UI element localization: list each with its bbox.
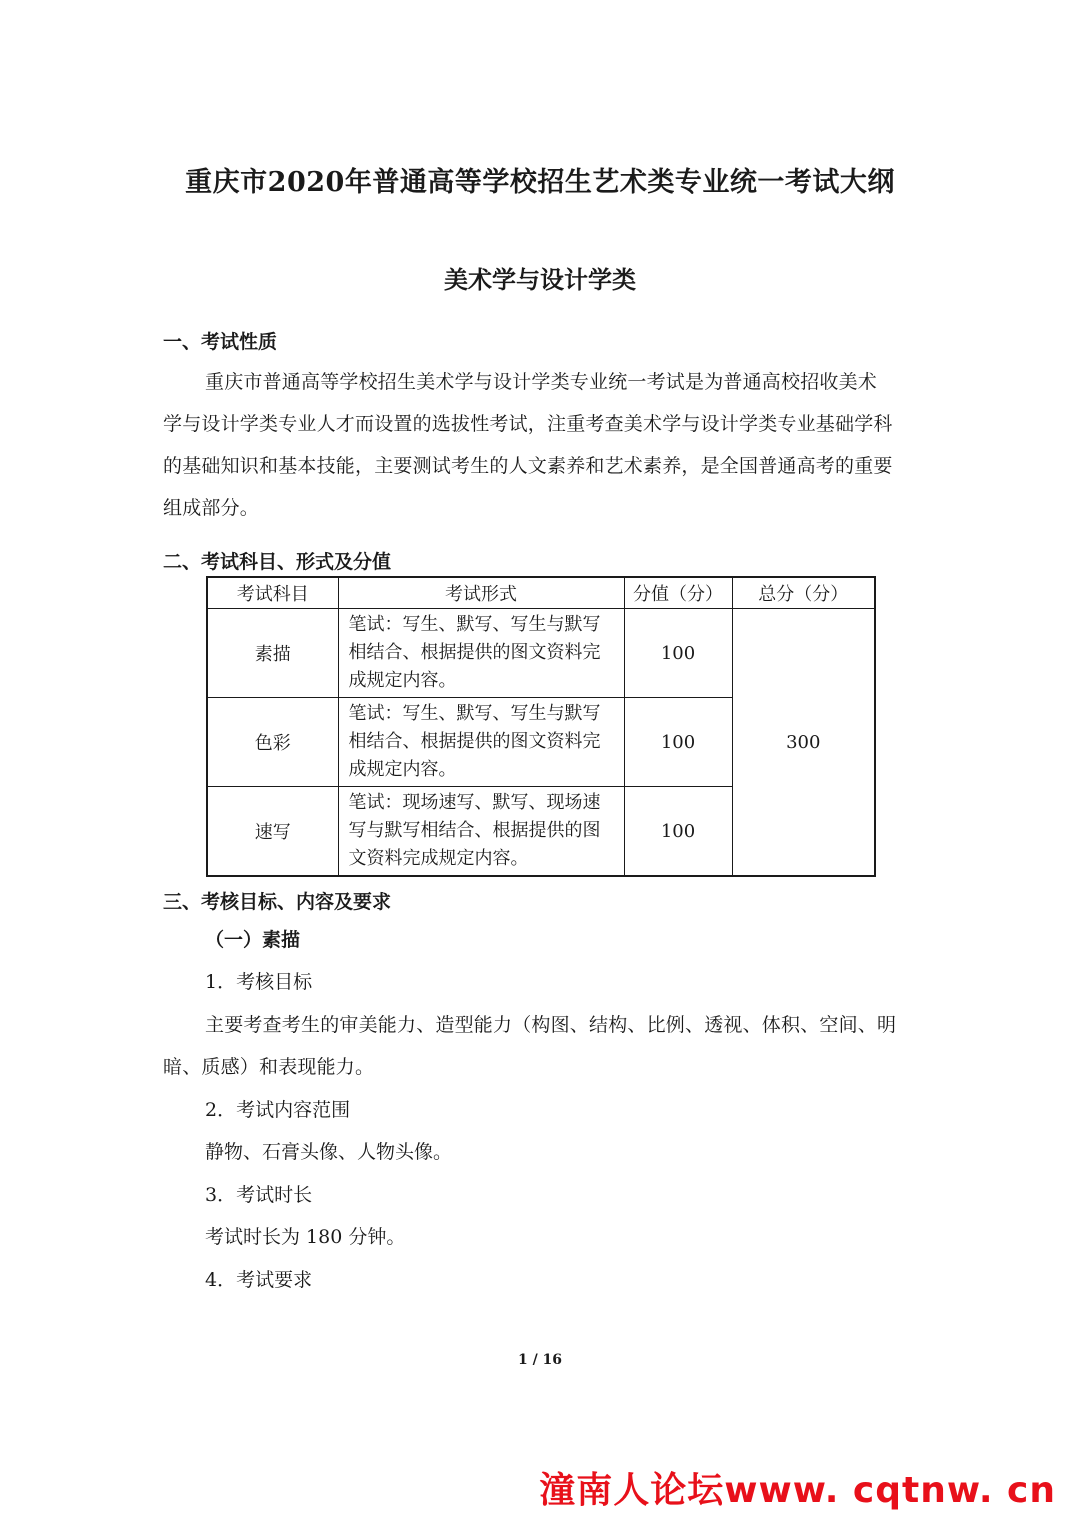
table-header-row — [207, 577, 875, 609]
cell-subject: 速写 — [207, 787, 338, 877]
section-heading-subjects: 二、考试科目、形式及分值 — [163, 551, 392, 573]
cell-score: 100 — [624, 609, 732, 698]
cell-form: 笔试：写生、默写、写生与默写相结合、根据提供的图文资料完成规定内容。 — [338, 698, 624, 787]
header-total: 总分（分） — [732, 577, 875, 609]
paragraph-line: 主要考查考生的审美能力、造型能力（构图、结构、比例、透视、体积、空间、明 — [205, 1014, 897, 1036]
document-title: 重庆市2020年普通高等学校招生艺术类专业统一考试大纲 — [185, 167, 895, 198]
section-heading-objectives: 三、考核目标、内容及要求 — [163, 891, 392, 913]
header-subject: 考试科目 — [207, 577, 338, 609]
item-text: 考试时长为 180 分钟。 — [205, 1226, 406, 1248]
paragraph-line: 组成部分。 — [163, 497, 260, 519]
document-subtitle: 美术学与设计学类 — [444, 265, 636, 294]
table-row — [207, 609, 875, 698]
item-title: 4．考试要求 — [205, 1269, 313, 1291]
cell-subject: 色彩 — [207, 698, 338, 787]
page-number: 1 / 16 — [517, 1352, 563, 1368]
item-title: 3．考试时长 — [205, 1184, 313, 1206]
cell-score: 100 — [624, 787, 732, 877]
paragraph-line: 重庆市普通高等学校招生美术学与设计学类专业统一考试是为普通高校招收美术 — [205, 371, 878, 393]
item-text: 静物、石膏头像、人物头像。 — [205, 1141, 453, 1163]
paragraph-line: 的基础知识和基本技能，主要测试考生的人文素养和艺术素养，是全国普通高考的重要 — [163, 455, 893, 477]
paragraph-line: 学与设计学类专业人才而设置的选拔性考试，注重考查美术学与设计学类专业基础学科 — [163, 413, 893, 435]
site-watermark: 潼南人论坛www. cqtnw. cn — [539, 1470, 1056, 1511]
subsection-heading-sketch: （一）素描 — [205, 929, 301, 951]
cell-subject: 素描 — [207, 609, 338, 698]
cell-form: 笔试：写生、默写、写生与默写相结合、根据提供的图文资料完成规定内容。 — [338, 609, 624, 698]
header-form: 考试形式 — [338, 577, 624, 609]
item-title: 2．考试内容范围 — [205, 1099, 351, 1121]
header-score: 分值（分） — [624, 577, 732, 609]
cell-form: 笔试：现场速写、默写、现场速写与默写相结合、根据提供的图文资料完成规定内容。 — [338, 787, 624, 877]
exam-subjects-table — [206, 576, 876, 877]
paragraph-line: 暗、质感）和表现能力。 — [163, 1056, 375, 1078]
item-title: 1．考核目标 — [205, 971, 313, 993]
cell-total: 300 — [732, 609, 875, 877]
section-heading-exam-nature: 一、考试性质 — [163, 331, 278, 353]
cell-score: 100 — [624, 698, 732, 787]
